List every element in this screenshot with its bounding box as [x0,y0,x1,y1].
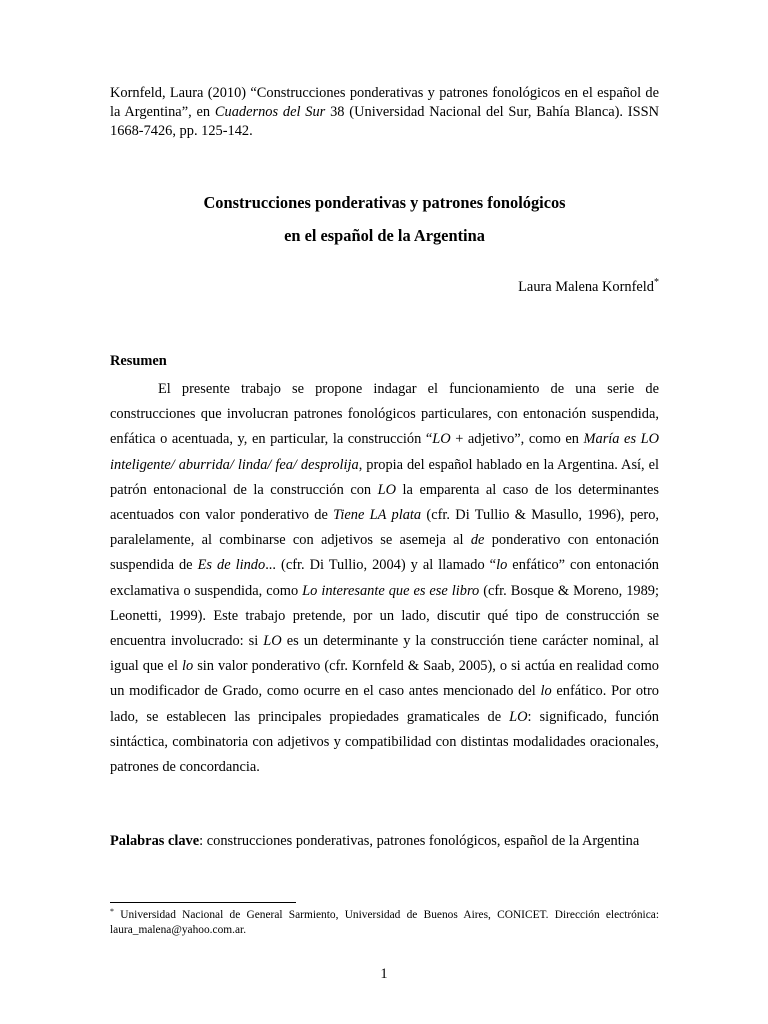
abstract-text-segment: ponderativo con entonación suspendida de [110,532,659,574]
page-number: 1 [380,966,388,982]
abstract-text-segment: + adjetivo”, como en [450,431,584,448]
keywords-label: Palabras clave [110,833,200,849]
abstract-italic-segment: LO [509,708,528,725]
abstract-italic-segment: lo [540,683,552,700]
citation-after: 38 (Universidad Nacional del Sur, Bahía Blanca). ISSN 1668-7426, pp. 125-142. [110,104,659,140]
author-name: Laura Malena Kornfeld [518,279,654,295]
abstract-text-segment: El presente trabajo se propone indagar el funcionamiento de una serie de construcciones que involucran patrones fonológicos particulares, con entonación suspendida, enfática o acentuada, y, en particular, la construcción “ [110,381,659,448]
abstract-italic-segment: LO [432,431,451,448]
abstract-text-segment: es un determinante y la construcción tiene carácter nominal, al igual que el [110,633,659,675]
abstract-text-segment: (cfr. Di Tullio & Masullo, 1996), pero, paralelamente, al combinarse con adjetivos se asemeja al [110,507,659,549]
abstract-text-segment: sin valor ponderativo (cfr. Kornfeld & Saab, 2005), o si actúa en realidad como un modificador de Grado, como ocurre en el caso antes mencionado del [110,658,659,700]
abstract-italic-segment: LO [377,481,397,498]
abstract-text-segment: enfático. Por otro lado, se establecen las principales propiedades gramaticales de [110,683,659,725]
abstract-italic-segment: LO [263,633,282,650]
abstract-italic-segment: lo [496,557,508,574]
citation-journal: Cuadernos del Sur [214,104,326,121]
abstract-italic-segment: de [470,532,485,549]
citation [110,84,659,142]
footnote [110,908,659,938]
abstract-italic-segment: lo [181,658,194,675]
abstract-italic-segment: María es LO inteligente/ aburrida/ linda/ fea/ desprolija [110,431,660,473]
abstract-text-segment: la emparenta al caso de los determinantes acentuados con valor ponderativo de [110,481,659,524]
keywords [110,829,659,854]
abstract-italic-segment: Tiene LA plata [333,507,422,524]
abstract-text-segment: , propia del español hablado en la Argentina. Así, el patrón entonacional de la construcción con [110,456,659,498]
footnote-text: Universidad Nacional de General Sarmiento, Universidad de Buenos Aires, CONICET. Dirección electrónica: laura_malena@yahoo.com.ar. [110,909,659,936]
abstract-heading: Resumen [110,353,167,369]
abstract-text-segment: ... (cfr. Di Tullio, 2004) y al llamado “ [265,557,497,574]
abstract-italic-segment: Lo interesante que es ese libro [302,582,480,599]
title-line-2: en el español de la Argentina [284,226,485,245]
footnote-divider [110,902,296,903]
abstract-text-segment: : significado, función sintáctica, combinatoria con adjetivos y compatibilidad con distintas modalidades oracionales, patrones de concordancia. [110,708,659,776]
abstract-text-segment: (cfr. Bosque & Moreno, 1989; Leonetti, 1999). Este trabajo pretende, por un lado, discutir qué tipo de construcción se encuentra involucrado: si [110,582,659,650]
abstract-body [110,377,659,780]
footnote-mark: * [110,907,114,916]
abstract-text-segment: enfático” con entonación exclamativa o suspendida, como [110,557,659,599]
citation-before: Kornfeld, Laura (2010) “Construcciones ponderativas y patrones fonológicos en el español de la Argentina”, en [110,85,659,121]
author [518,277,659,297]
abstract-italic-segment: Es de lindo [197,557,266,574]
title-line-1: Construcciones ponderativas y patrones fonológicos [203,193,566,212]
author-footnote-mark: * [654,277,659,288]
keywords-text: : construcciones ponderativas, patrones fonológicos, español de la Argentina [199,833,640,849]
